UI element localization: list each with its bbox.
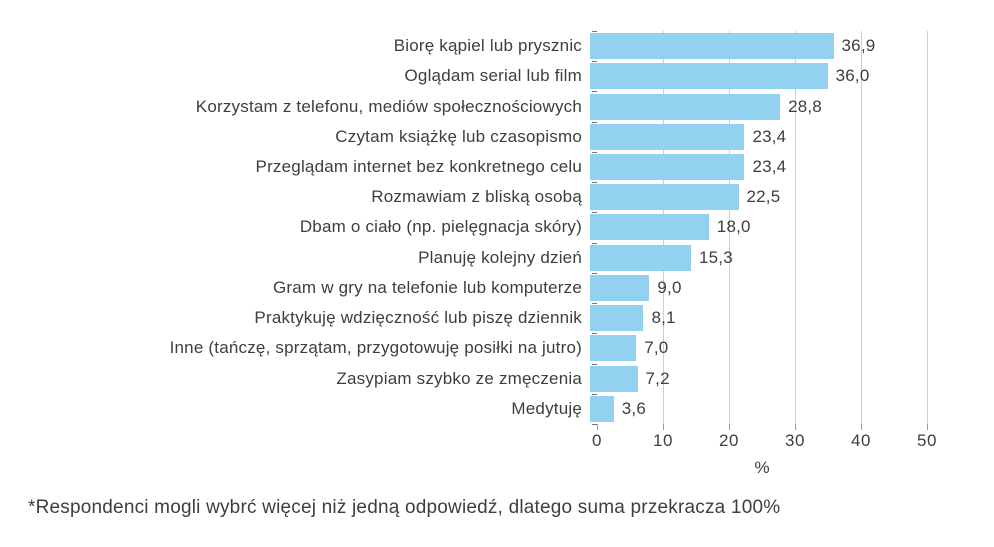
value-label: 7,0: [644, 338, 669, 358]
value-label: 36,9: [841, 36, 876, 56]
bar-row: [0, 243, 994, 273]
bar-row: [0, 152, 994, 182]
category-label: Inne (tańczę, sprzątam, przygotowuję posiłki na jutro): [169, 338, 582, 358]
bar: [590, 184, 739, 210]
value-label: 3,6: [621, 398, 646, 418]
value-label: 28,8: [788, 96, 822, 116]
x-axis: [592, 431, 937, 451]
bar-row: [0, 303, 994, 333]
bar-wrap: [590, 243, 733, 273]
category-label: Biorę kąpiel lub prysznic: [393, 36, 582, 56]
category-label: Korzystam z telefonu, mediów społecznościowych: [195, 96, 582, 116]
bar: [590, 33, 834, 59]
x-axis-tick-mark: [861, 424, 862, 430]
value-label: 23,4: [752, 156, 787, 176]
value-label: 23,4: [752, 126, 787, 146]
value-label: 8,1: [651, 308, 676, 328]
bar: [590, 154, 744, 180]
category-label: Czytam książkę lub czasopismo: [335, 126, 582, 146]
bar: [590, 366, 638, 392]
bar-wrap: [590, 303, 676, 333]
x-axis-tick-label: 20: [719, 431, 739, 450]
bar: [590, 275, 649, 301]
x-axis-tick-label: 10: [653, 431, 673, 450]
bar-row: [0, 363, 994, 393]
category-label: Przeglądam internet bez konkretnego celu: [255, 156, 582, 176]
category-label: Medytuję: [511, 398, 582, 418]
bar-row: [0, 182, 994, 212]
value-label: 9,0: [657, 277, 682, 297]
x-axis-tick-label: 50: [917, 431, 937, 450]
bar-wrap: [590, 273, 682, 303]
category-label: Rozmawiam z bliską osobą: [371, 187, 582, 207]
bar-row: [0, 61, 994, 91]
bar-row: [0, 91, 994, 121]
bar-row: [0, 212, 994, 242]
value-label: 18,0: [716, 217, 751, 237]
bar-wrap: [590, 122, 786, 152]
category-label: Zasypiam szybko ze zmęczenia: [336, 368, 582, 388]
bar: [590, 245, 691, 271]
category-axis-tick-mark: [592, 424, 597, 425]
bar-row: [0, 333, 994, 363]
bar-wrap: [590, 363, 670, 393]
bar: [590, 214, 709, 240]
bar-row: [0, 394, 994, 424]
bar-row: [0, 273, 994, 303]
category-label: Praktykuję wdzięczność lub piszę dziennik: [254, 308, 582, 328]
x-axis-tick-mark: [597, 424, 598, 430]
bar-wrap: [590, 61, 869, 91]
bar-wrap: [590, 152, 786, 182]
category-label: Gram w gry na telefonie lub komputerze: [272, 277, 582, 297]
bar: [590, 94, 780, 120]
x-axis-tick-label: 40: [851, 431, 871, 450]
bar-row: [0, 31, 994, 61]
bar-wrap: [590, 394, 646, 424]
x-axis-tick-label: 0: [592, 431, 602, 450]
bar-wrap: [590, 333, 668, 363]
x-axis-tick-mark: [927, 424, 928, 430]
category-label: Dbam o ciało (np. pielęgnacja skóry): [299, 217, 582, 237]
bar-row: [0, 122, 994, 152]
bar: [590, 305, 643, 331]
x-axis-tick-mark: [795, 424, 796, 430]
x-axis-tick-mark: [729, 424, 730, 430]
bar-wrap: [590, 212, 751, 242]
category-label: Oglądam serial lub film: [404, 66, 582, 86]
bar: [590, 396, 614, 422]
bar-wrap: [590, 182, 780, 212]
value-label: 22,5: [746, 187, 781, 207]
value-label: 15,3: [698, 247, 733, 267]
bar: [590, 63, 828, 89]
x-axis-tick-label: 30: [785, 431, 805, 450]
value-label: 7,2: [645, 368, 670, 388]
x-axis-tick-mark: [663, 424, 664, 430]
value-label: 36,0: [835, 66, 870, 86]
footnote: *Respondenci mogli wybrć więcej niż jedną odpowiedź, dlatego suma przekracza 100%: [28, 497, 781, 518]
category-label: Planuję kolejny dzień: [418, 247, 582, 267]
bar: [590, 335, 636, 361]
bar-wrap: [590, 91, 822, 121]
bar: [590, 124, 744, 150]
chart-rows: [0, 31, 994, 424]
x-axis-title: %: [754, 458, 770, 477]
bar-wrap: [590, 31, 875, 61]
